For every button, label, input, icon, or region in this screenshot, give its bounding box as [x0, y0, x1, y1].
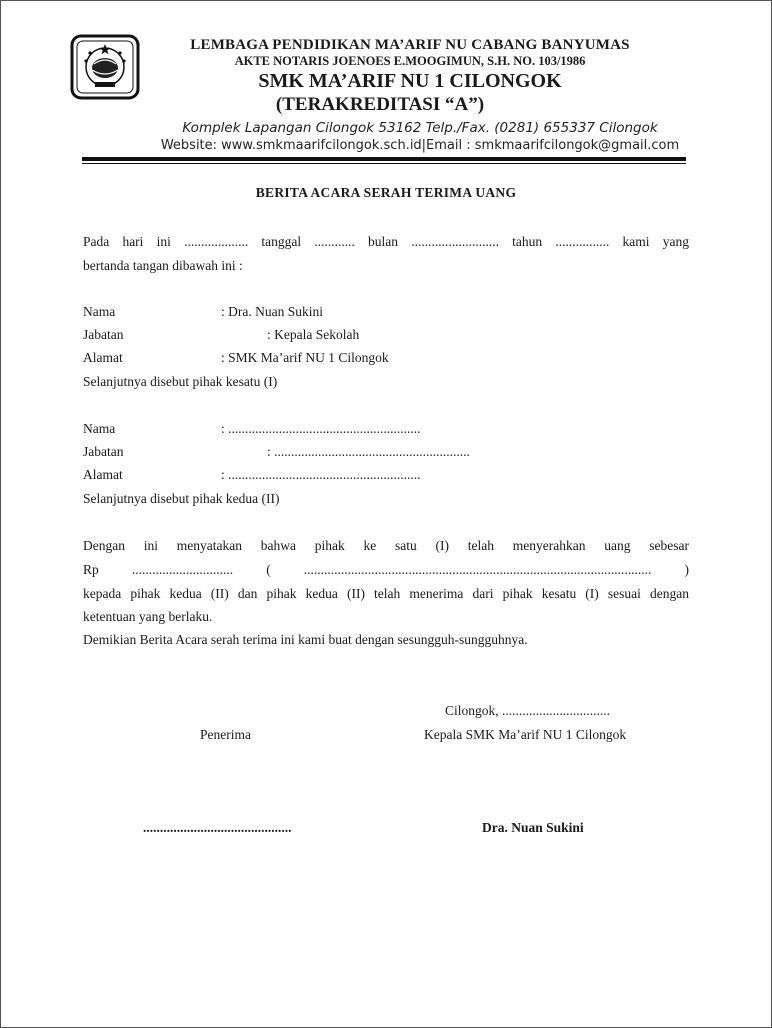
party1-nama-value: : Dra. Nuan Sukini [221, 304, 323, 319]
party1-jabatan-label: Jabatan [83, 327, 124, 342]
place-date: Cilongok, ................................ [445, 703, 611, 718]
party2-jabatan-label: Jabatan [83, 444, 124, 459]
foundation-name: LEMBAGA PENDIDIKAN MA’ARIF NU CABANG BANYUMAS [190, 37, 630, 53]
party1-nama-label: Nama [83, 304, 116, 319]
party1-alamat-value: : SMK Ma’arif NU 1 Cilongok [221, 350, 389, 365]
party2-designation: Selanjutnya disebut pihak kedua (II) [83, 491, 280, 506]
document-title: BERITA ACARA SERAH TERIMA UANG [255, 185, 517, 200]
intro-line-2: bertanda tangan dibawah ini : [83, 258, 243, 273]
statement-line-3: kepada pihak kedua (II) dan pihak kedua (II) telah menerima dari pihak kesatu (I) sesuai dengan [83, 586, 689, 601]
receiver-role: Penerima [200, 727, 251, 742]
party2-alamat-label: Alamat [83, 467, 123, 482]
closing-statement: Demikian Berita Acara serah terima ini kami buat dengan sesungguh-sungguhnya. [83, 632, 528, 647]
giver-name: Dra. Nuan Sukini [482, 820, 584, 835]
letterhead-divider-thick [82, 157, 686, 161]
party2-nama-label: Nama [83, 421, 116, 436]
statement-line-2: Rp .............................. ( ....................................................................................................... ) [83, 562, 689, 577]
party1-alamat-label: Alamat [83, 350, 123, 365]
party2-nama-value: : ......................................................... [221, 421, 421, 436]
school-address: Komplek Lapangan Cilongok 53162 Telp./Fax. (0281) 655337 Cilongok [182, 120, 658, 136]
school-logo [70, 34, 140, 100]
intro-line-1: Pada hari ini ................... tanggal ............ bulan .......................... tahun ................ kami yang [83, 234, 689, 249]
receiver-signature-line: ............................................ [143, 820, 292, 835]
statement-line-1: Dengan ini menyatakan bahwa pihak ke satu (I) telah menyerahkan uang sebesar [83, 538, 689, 553]
school-contact: Website: www.smkmaarifcilongok.sch.id|Email : smkmaarifcilongok@gmail.com [160, 138, 680, 153]
party2-jabatan-value: : .......................................................... [267, 444, 470, 459]
giver-role: Kepala SMK Ma’arif NU 1 Cilongok [424, 727, 627, 742]
letterhead-divider-thin [82, 163, 686, 164]
notary-deed: AKTE NOTARIS JOENOES E.MOOGIMUN, S.H. NO. 103/1986 [234, 54, 586, 68]
party1-jabatan-value: : Kepala Sekolah [267, 327, 360, 342]
party1-designation: Selanjutnya disebut pihak kesatu (I) [83, 374, 278, 389]
statement-line-4: ketentuan yang berlaku. [83, 609, 213, 624]
school-name: SMK MA’ARIF NU 1 CILONGOK [258, 70, 562, 92]
accreditation: (TERAKREDITASI “A”) [275, 94, 485, 115]
party2-alamat-value: : ......................................................... [221, 467, 421, 482]
